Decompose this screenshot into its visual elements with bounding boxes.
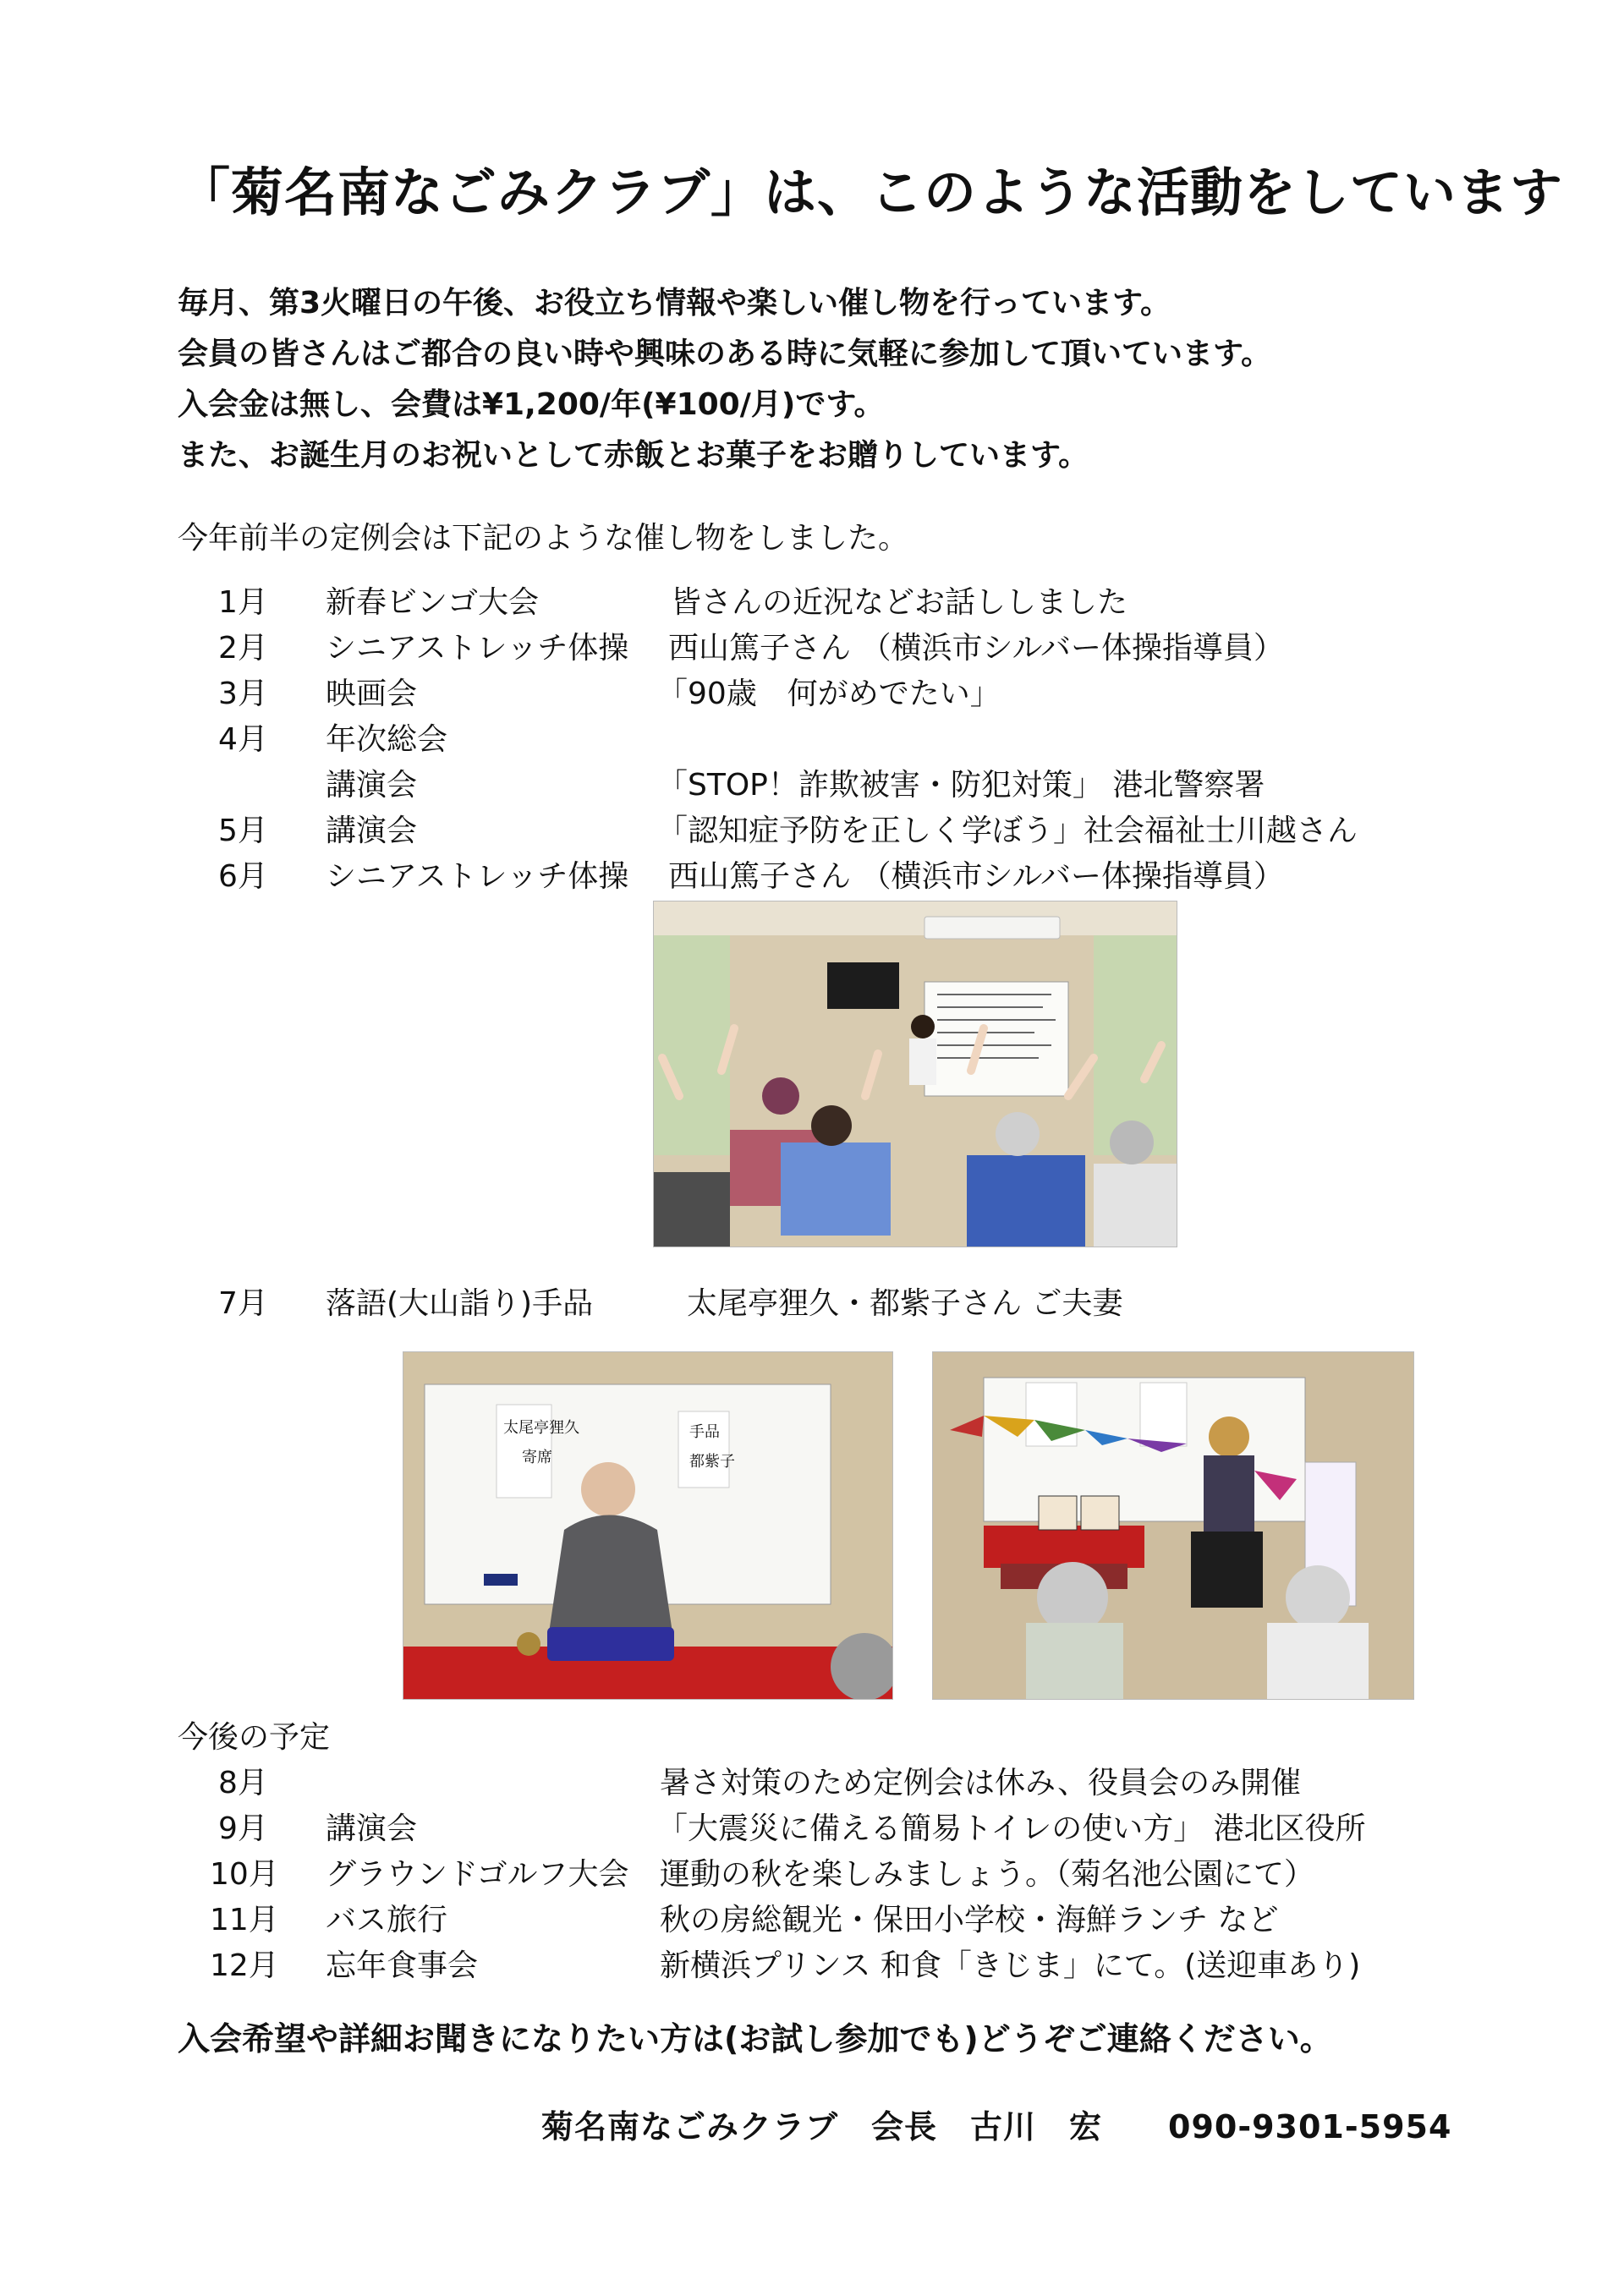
- event-detail: 「認知症予防を正しく学ぼう」社会福祉士川越さん: [657, 814, 1358, 848]
- tejina-sign-label: 手品: [689, 1423, 720, 1441]
- rakugo-sign-name: 太尾亭狸久: [503, 1419, 579, 1437]
- magic-act-photo: [932, 1351, 1414, 1700]
- contact-invitation: 入会希望や詳細お聞きになりたい方は(お試し参加でも)どうぞご連絡ください。: [178, 2020, 1332, 2058]
- event-name: 新春ビンゴ大会: [326, 585, 540, 620]
- event-name: グラウンドゴルフ大会: [326, 1857, 629, 1892]
- intro-line-3: 入会金は無し、会費は¥1,200/年(¥100/月)です。: [178, 387, 885, 422]
- event-name: 講演会: [326, 814, 418, 848]
- tejina-sign-name: 都紫子: [689, 1453, 735, 1471]
- event-detail: 皆さんの近況などお話ししました: [671, 585, 1128, 620]
- event-detail: 西山篤子さん （横浜市シルバー体操指導員）: [668, 859, 1285, 894]
- rakugo-photo: [403, 1351, 893, 1700]
- event-month: 10月: [210, 1857, 279, 1892]
- event-detail: 運動の秋を楽しみましょう。（菊名池公園にて）: [660, 1857, 1315, 1892]
- event-name: 講演会: [326, 1811, 418, 1846]
- page-title: 「菊名南なごみクラブ」は、このような活動をしています: [178, 162, 1564, 223]
- event-name: バス旅行: [326, 1903, 448, 1937]
- event-month: 6月: [218, 859, 268, 894]
- past-events-heading: 今年前半の定例会は下記のような催し物をしました。: [178, 521, 909, 556]
- event-detail: 「STOP！詐欺被害・防犯対策」 港北警察署: [657, 768, 1265, 803]
- event-name: シニアストレッチ体操: [326, 631, 629, 666]
- event-detail: 秋の房総観光・保田小学校・海鮮ランチ など: [660, 1903, 1279, 1937]
- event-detail: 太尾亭狸久・都紫子さん ご夫妻: [687, 1286, 1123, 1321]
- event-month: 9月: [218, 1811, 268, 1846]
- event-name: 落語(大山詣り)手品: [326, 1286, 594, 1321]
- stretch-class-photo: [653, 901, 1177, 1247]
- event-month: 5月: [218, 814, 268, 848]
- event-detail: 「大震災に備える簡易トイレの使い方」 港北区役所: [657, 1811, 1366, 1846]
- event-detail: 西山篤子さん （横浜市シルバー体操指導員）: [668, 631, 1285, 666]
- event-month: 2月: [218, 631, 268, 666]
- future-events-heading: 今後の予定: [178, 1720, 331, 1755]
- event-month: 4月: [218, 722, 268, 757]
- event-month: 8月: [218, 1766, 268, 1800]
- event-month: 11月: [210, 1903, 279, 1937]
- event-detail: 「90歳 何がめでたい」: [657, 677, 1001, 711]
- intro-line-1: 毎月、第3火曜日の午後、お役立ち情報や楽しい催し物を行っています。: [178, 286, 1171, 321]
- event-month: 7月: [218, 1286, 268, 1321]
- event-detail: 暑さ対策のため定例会は休み、役員会のみ開催: [660, 1766, 1302, 1800]
- event-name: 忘年食事会: [326, 1948, 479, 1983]
- event-month: 1月: [218, 585, 268, 620]
- event-month: 12月: [210, 1948, 279, 1983]
- club-signature-phone: 菊名南なごみクラブ 会長 古川 宏 090-9301-5954: [541, 2108, 1452, 2145]
- event-detail: 新横浜プリンス 和食「きじま」にて。(送迎車あり): [660, 1948, 1361, 1983]
- event-name: 年次総会: [326, 722, 448, 757]
- event-name: 講演会: [326, 768, 418, 803]
- event-month: 3月: [218, 677, 268, 711]
- rakugo-sign-yose: 寄席: [522, 1449, 552, 1466]
- event-name: 映画会: [326, 677, 418, 711]
- intro-line-2: 会員の皆さんはご都合の良い時や興味のある時に気軽に参加して頂いています。: [178, 337, 1272, 371]
- event-name: シニアストレッチ体操: [326, 859, 629, 894]
- intro-line-4: また、お誕生月のお祝いとして赤飯とお菓子をお贈りしています。: [178, 438, 1089, 473]
